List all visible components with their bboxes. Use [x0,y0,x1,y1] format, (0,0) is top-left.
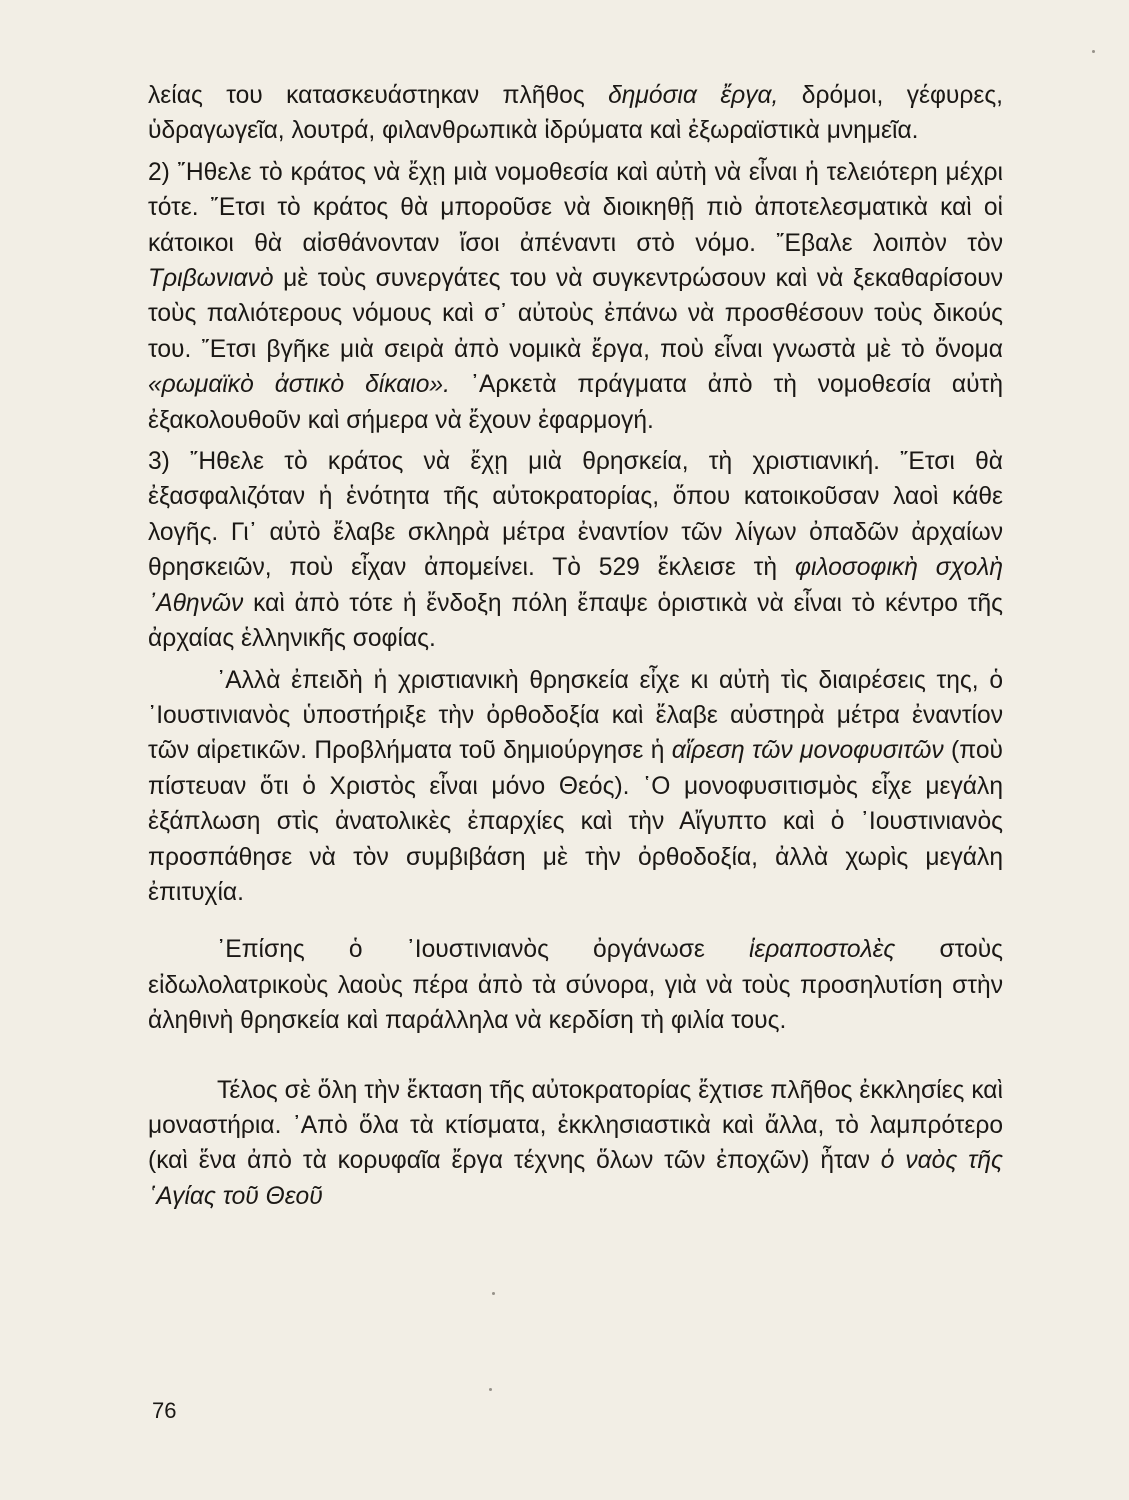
paragraph-3-text-2: καὶ ἀπὸ τότε ἡ ἔνδοξη πόλη ἔπαψε ὁριστικὰ νὰ εἶναι τὸ κέντρο τῆς ἀρχαίας ἑλληνικῆς σοφίας. [148,589,1003,653]
paragraph-1-emphasis: δημόσια ἔργα, [608,82,779,109]
paragraph-4-text-1: ᾽Αλλὰ ἐπειδὴ ἡ χριστιανικὴ θρησκεία εἶχε κι αὐτὴ τὶς διαιρέσεις της, ὁ ᾽Ιουστινιανὸς ὑποστήριξε τὴν ὀρθοδοξία καὶ ἔλαβε αὐστηρὰ μέτρα ἐναντίον τῶν αἱρετικῶν. Προβλήματα τοῦ δημιούργησε ἡ [148,666,1003,765]
paper-speck [1092,50,1095,53]
paragraph-2-emphasis-2: «ρωμαϊκὸ ἀστικὸ δίκαιο». [148,371,450,399]
paragraph-2-text-1: 2) ῎Ηθελε τὸ κράτος νὰ ἔχῃ μιὰ νομοθεσία καὶ αὐτὴ νὰ εἶναι ἡ τελειότερη μέχρι τότε. ῎Ετσι τὸ κράτος θὰ μποροῦσε νὰ διοικηθῇ πιὸ ἀποτελεσματικὰ καὶ οἱ κάτοικοι θὰ αἰσθάνονταν ἴσοι ἀπέναντι στὸ νόμο. ῎Εβαλε λοιπὸν τὸν [148,158,1003,257]
paragraph-missions [148,932,1003,1038]
paragraph-6-emphasis: ὁ ναὸς τῆς ῾Αγίας τοῦ Θεοῦ [148,1147,1003,1210]
paper-speck [492,1292,495,1295]
page-number: 76 [152,1398,177,1423]
paragraph-5-text-1: ᾽Επίσης ὁ ᾽Ιουστινιανὸς ὀργάνωσε [217,936,749,964]
paragraph-heresy [148,663,1003,911]
text-column [148,78,1003,1214]
paragraph-3-text-1: 3) ῎Ηθελε τὸ κράτος νὰ ἔχῃ μιὰ θρησκεία, τὴ χριστιανική. ῎Ετσι θὰ ἐξασφαλιζόταν ἡ ἑνότητα τῆς αὐτοκρατορίας, ὅπου κατοικοῦσαν λαοὶ κάθε λογῆς. Γι᾽ αὐτὸ ἔλαβε σκληρὰ μέτρα ἐναντίον τῶν λίγων ὀπαδῶν ἀρχαίων θρησκειῶν, ποὺ εἶχαν ἀπομείνει. Τὸ 529 ἔκλεισε τὴ [148,448,1003,582]
paragraph-6-text-1: Τέλος σὲ ὅλη τὴν ἔκταση τῆς αὐτοκρατορίας ἔχτισε πλῆθος ἐκκλησίες καὶ μοναστήρια. ᾽Απὸ ὅλα τὰ κτίσματα, ἐκκλησιαστικὰ καὶ ἄλλα, τὸ λαμπρότερο (καὶ ἕνα ἀπὸ τὰ κορυφαῖα ἔργα τέχνης ὅλων τῶν ἐποχῶν) ἦταν [148,1076,1003,1175]
paragraph-2-text-3: ᾽Αρκετὰ πράγματα ἀπὸ τὴ νομοθεσία αὐτὴ ἐξακολουθοῦν καὶ σήμερα νὰ ἔχουν ἐφαρμογή. [148,371,1003,434]
paragraph-4-text-2: (ποὺ πίστευαν ὅτι ὁ Χριστὸς εἶναι μόνο Θεός). ῾Ο μονοφυσιτισμὸς εἶχε μεγάλη ἐξάπλωση στὶς ἀνατολικὲς ἐπαρχίες καὶ τὴν Αἴγυπτο καὶ ὁ ᾽Ιουστινιανὸς προσπάθησε νὰ τὸν συμβιβάση μὲ τὴν ὀρθοδοξία, ἀλλὰ χωρὶς μεγάλη ἐπιτυχία. [148,737,1003,906]
paragraph-2-text-2: μὲ τοὺς συνεργάτες του νὰ συγκεντρώσουν καὶ νὰ ξεκαθαρίσουν τοὺς παλιότερους νόμους καὶ σ᾽ αὐτοὺς ἐπάνω νὰ προσθέσουν τοὺς δικούς του. ῎Ετσι βγῆκε μιὰ σειρὰ ἀπὸ νομικὰ ἔργα, ποὺ εἶναι γνωστὰ μὲ τὸ ὄνομα [148,265,1003,363]
paragraph-3-emphasis: φιλοσοφικὴ σχολὴ ᾽Αθηνῶν [148,554,1004,617]
paragraph-2-emphasis-1: Τριβωνιανὸ [148,265,274,293]
paragraph-churches [148,1073,1003,1215]
paragraph-1-text-1: λείας του κατασκευάστηκαν πλῆθος [148,82,609,109]
paragraph-5-text-2: στοὺς εἰδωλολατρικοὺς λαοὺς πέρα ἀπὸ τὰ σύνορα, γιὰ νὰ τοὺς προσηλυτίση στὴν ἀληθινὴ θρησκεία καὶ παράλληλα νὰ κερδίση τὴ φιλία τους. [148,936,1003,1035]
paragraph-legislation [148,155,1003,438]
paragraph-public-works [148,78,1003,149]
paragraph-religion [148,444,1003,656]
paper-speck [489,1388,492,1391]
paragraph-1-text-2: δρόμοι, γέφυρες, ὑδραγωγεῖα, λουτρά, φιλανθρωπικὰ ἱδρύματα καὶ ἐξωραϊστικὰ μνημεῖα. [148,82,1004,145]
paragraph-4-emphasis: αἵρεση τῶν μονοφυσιτῶν [671,737,944,765]
paragraph-5-emphasis: ἱεραποστολὲς [748,936,896,964]
